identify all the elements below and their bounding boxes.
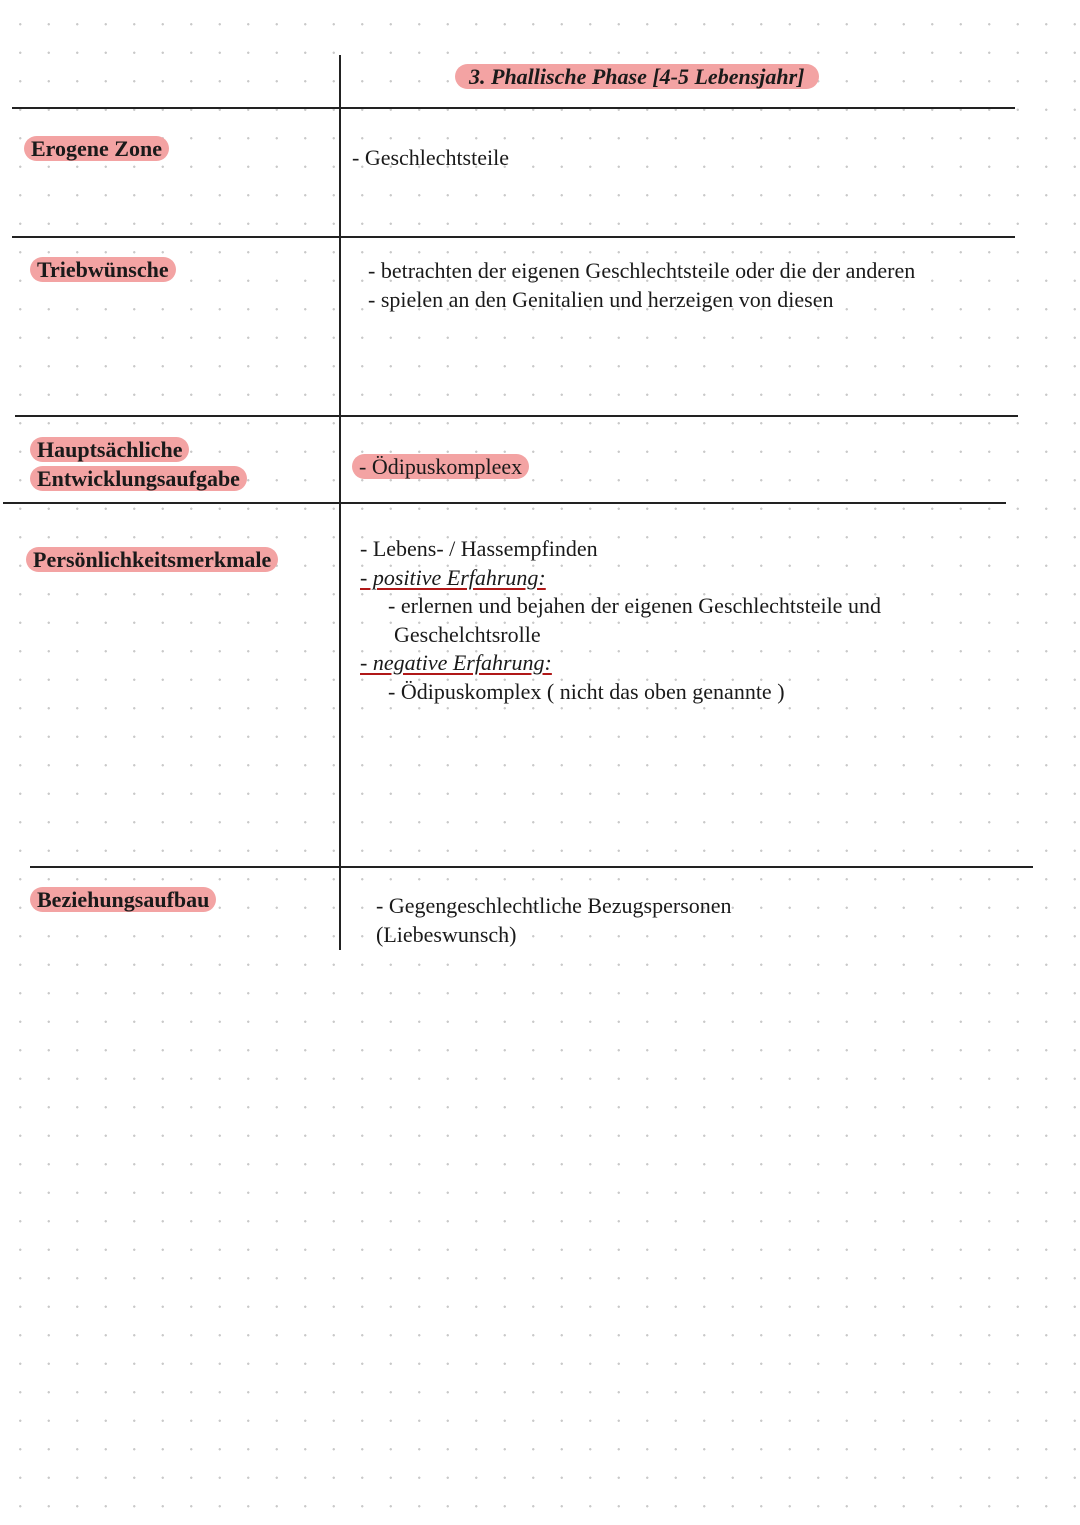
content-line: - Geschlechtsteile <box>352 145 509 170</box>
row-content-erogene-zone <box>352 144 509 173</box>
row-content-entwicklungsaufgabe <box>352 453 529 482</box>
row-label-entwicklungsaufgabe: Hauptsächliche Entwicklungsaufgabe <box>30 435 247 493</box>
row-content-beziehungsaufbau <box>376 892 732 949</box>
row-label-beziehungsaufbau: Beziehungsaufbau <box>30 885 216 914</box>
page-title <box>455 62 819 92</box>
positive-heading: - positive Erfahrung: <box>360 564 546 590</box>
row-rule-3 <box>3 502 1006 504</box>
negative-heading: - negative Erfahrung: <box>360 650 552 675</box>
content-line: Geschelchtsrolle <box>394 621 541 647</box>
content-line: - Lebens- / Hassempfinden <box>360 536 598 561</box>
row-label-erogene-zone: Erogene Zone <box>24 134 169 163</box>
row-rule-header <box>12 107 1015 109</box>
content-line: - betrachten der eigenen Geschlechtsteile oder die der anderen <box>368 258 916 283</box>
content-line: - Gegengeschlechtliche Bezugspersonen <box>376 893 732 918</box>
row-label-persoenlichkeitsmerkmale: Persönlichkeitsmerkmale <box>26 545 278 574</box>
content-line: (Liebeswunsch) <box>376 921 517 947</box>
page-title-text: 3. Phallische Phase [4-5 Lebensjahr] <box>455 64 819 89</box>
content-line: - spielen an den Genitalien und herzeigen von diesen <box>368 286 834 312</box>
row-rule-1 <box>12 236 1015 238</box>
content-line: - Ödipuskomplex ( nicht das oben genannte ) <box>388 678 785 704</box>
row-rule-2 <box>15 415 1018 417</box>
row-label-triebwuensche: Triebwünsche <box>30 255 176 284</box>
row-content-triebwuensche <box>368 257 915 314</box>
row-content-persoenlichkeitsmerkmale <box>360 535 881 706</box>
row-rule-4 <box>30 866 1033 868</box>
content-line: - Ödipuskompleex <box>352 454 529 479</box>
content-line: - erlernen und bejahen der eigenen Geschlechtsteile und <box>388 593 881 618</box>
